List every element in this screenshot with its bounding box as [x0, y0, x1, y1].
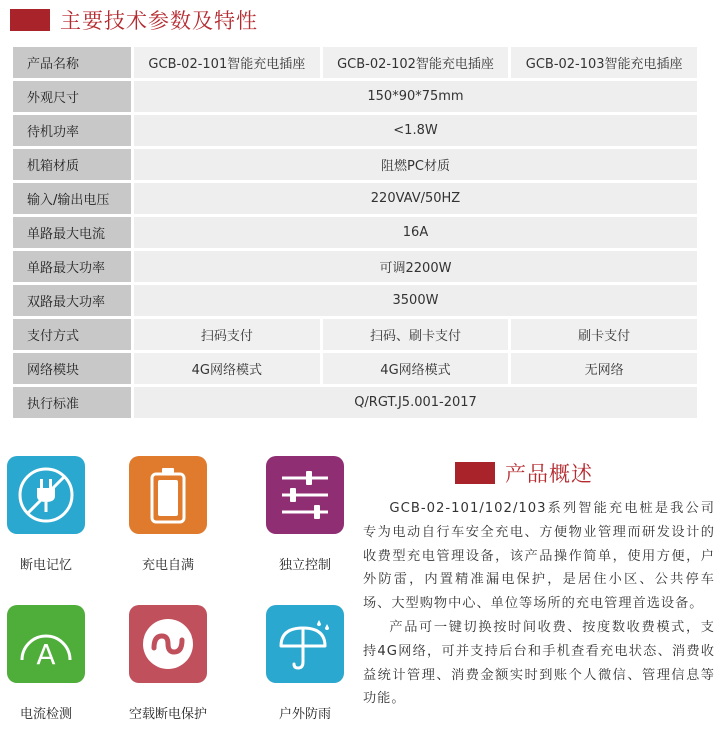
cell-value: 阻燃PC材质 — [134, 149, 697, 180]
row-label: 执行标准 — [13, 387, 131, 418]
feature-label: 充电自满 — [141, 558, 194, 573]
cell-value: GCB-02-102智能充电插座 — [323, 47, 509, 78]
battery-icon — [129, 456, 207, 534]
feature-label: 独立控制 — [278, 558, 331, 573]
row-label: 网络模块 — [13, 353, 131, 384]
cell-value: <1.8W — [134, 115, 697, 146]
feature-label: 户外防雨 — [278, 707, 331, 722]
table-row — [13, 47, 697, 78]
table-row — [13, 353, 697, 384]
table-row — [13, 387, 697, 418]
row-label: 机箱材质 — [13, 149, 131, 180]
no-plug-icon — [7, 456, 85, 534]
table-row — [13, 285, 697, 316]
cell-value: 150*90*75mm — [134, 81, 697, 112]
feature-independent-control — [250, 456, 360, 573]
table-row — [13, 81, 697, 112]
feature-label: 空载断电保护 — [128, 707, 207, 722]
cell-value: 刷卡支付 — [511, 319, 697, 350]
feature-rain-proof — [250, 605, 360, 722]
feature-power-memory — [0, 456, 101, 573]
table-row — [13, 149, 697, 180]
row-label: 外观尺寸 — [13, 81, 131, 112]
row-label: 输入/输出电压 — [13, 183, 131, 214]
table-row — [13, 319, 697, 350]
row-label: 双路最大功率 — [13, 285, 131, 316]
overview-paragraph: 产品可一键切换按时间收费、按度数收费模式，支持4G网络，可并支持后台和手机查看充电状态、消费收益统计管理、消费金额实时到账个人微信、管理信息等功能。 — [363, 619, 715, 707]
cell-value: 220VAV/50HZ — [134, 183, 697, 214]
cell-value: GCB-02-103智能充电插座 — [511, 47, 697, 78]
cell-value: 可调2200W — [134, 251, 697, 282]
cell-value: 无网络 — [511, 353, 697, 384]
cell-value: 4G网络模式 — [323, 353, 509, 384]
row-label: 单路最大功率 — [13, 251, 131, 282]
title-accent-bar — [455, 462, 495, 484]
cell-value: 扫码支付 — [134, 319, 320, 350]
sliders-icon — [266, 456, 344, 534]
feature-label: 电流检测 — [19, 707, 72, 722]
cell-value: 扫码、刷卡支付 — [323, 319, 509, 350]
feature-current-detect — [0, 605, 101, 722]
spec-section-title: 主要技术参数及特性 — [60, 9, 258, 33]
row-label: 产品名称 — [13, 47, 131, 78]
overview-text — [363, 497, 715, 711]
table-row — [13, 217, 697, 248]
cell-value: Q/RGT.J5.001-2017 — [134, 387, 697, 418]
cell-value: GCB-02-101智能充电插座 — [134, 47, 320, 78]
title-accent-bar — [10, 9, 50, 31]
cell-value: 4G网络模式 — [134, 353, 320, 384]
feature-no-load-protect — [113, 605, 223, 722]
spec-section-header — [10, 5, 258, 35]
protection-icon — [129, 605, 207, 683]
spec-table — [10, 44, 700, 421]
overview-section-header — [455, 458, 593, 488]
overview-paragraph: GCB-02-101/102/103系列智能充电桩是我公司专为电动自行车安全充电、方便物业管理而研发设计的收费型充电管理设备，该产品操作简单，使用方便，户外防雷，内置精准漏电保护，是居住小区、公共停车场、大型购物中心、单位等场所的充电管理首选设备。 — [363, 501, 715, 612]
row-label: 支付方式 — [13, 319, 131, 350]
table-row — [13, 183, 697, 214]
feature-auto-full — [113, 456, 223, 573]
overview-title: 产品概述 — [505, 462, 593, 486]
feature-label: 断电记忆 — [19, 558, 72, 573]
current-gauge-icon — [7, 605, 85, 683]
umbrella-icon — [266, 605, 344, 683]
row-label: 单路最大电流 — [13, 217, 131, 248]
table-row — [13, 251, 697, 282]
table-row — [13, 115, 697, 146]
cell-value: 16A — [134, 217, 697, 248]
svg-text:A: A — [36, 638, 56, 671]
cell-value: 3500W — [134, 285, 697, 316]
row-label: 待机功率 — [13, 115, 131, 146]
